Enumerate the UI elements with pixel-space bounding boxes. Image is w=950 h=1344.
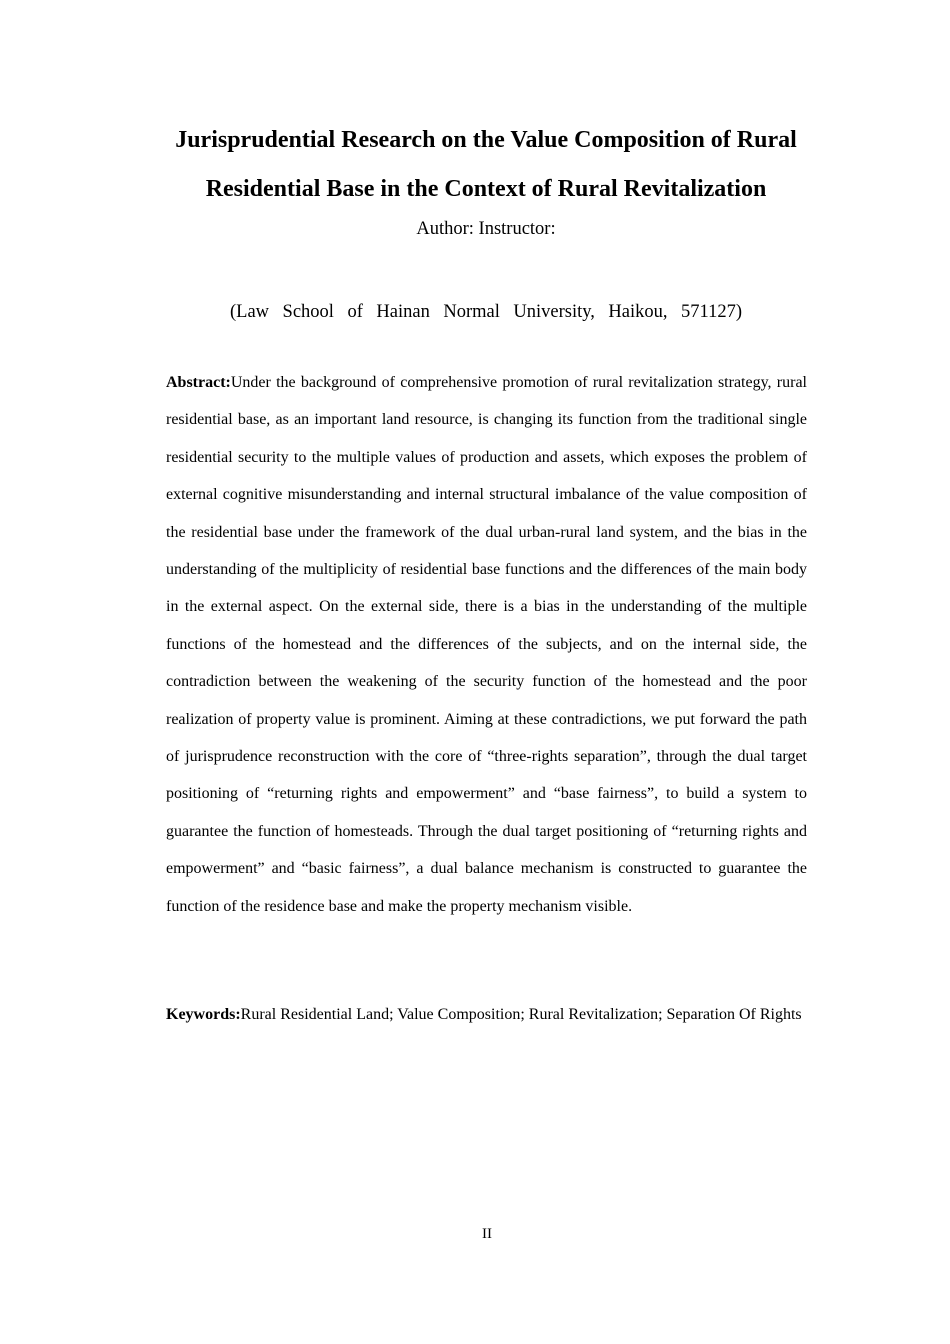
author-line: Author: Instructor: — [416, 219, 556, 239]
keywords-text: Rural Residential Land; Value Composition; Rural Revitalization; Separation Of Rights — [240, 1006, 802, 1023]
keywords-paragraph — [166, 996, 807, 1033]
affiliation-line: (Law School of Hainan Normal University, Haikou, 571127) — [230, 302, 742, 322]
abstract-label: Abstract: — [166, 374, 231, 391]
paper-title: Jurisprudential Research on the Value Composition of Rural Residential Base in the Context of Rural Revitalization — [175, 127, 797, 202]
keywords-label: Keywords: — [166, 1006, 241, 1023]
page-number: II — [482, 1226, 492, 1242]
abstract-text: Under the background of comprehensive promotion of rural revitalization strategy, rural residential base, as an important land resource, is changing its function from the traditional single residential security to the multiple values of production and assets, which exposes the problem of external cognitive misunderstanding and internal structural imbalance of the value composition of the residential base under the framework of the dual urban-rural land system, and the bias in the understanding of the multiplicity of residential base functions and the differences of the main body in the external aspect. On the external side, there is a bias in the understanding of the multiple functions of the homestead and the differences of the subjects, and on the internal side, the contradiction between the weakening of the security function of the homestead and the poor realization of property value is prominent. Aiming at these contradictions, we put forward the path of jurisprudence reconstruction with the core of “three-rights separation”, through the dual target positioning of “returning rights and empowerment” and “base fairness”, to build a system to guarantee the function of homesteads. Through the dual target positioning of “returning rights and empowerment” and “basic fairness”, a dual balance mechanism is constructed to guarantee the function of the residence base and make the property mechanism visible. — [166, 374, 807, 915]
title-block — [150, 116, 822, 242]
abstract-paragraph — [166, 364, 807, 925]
